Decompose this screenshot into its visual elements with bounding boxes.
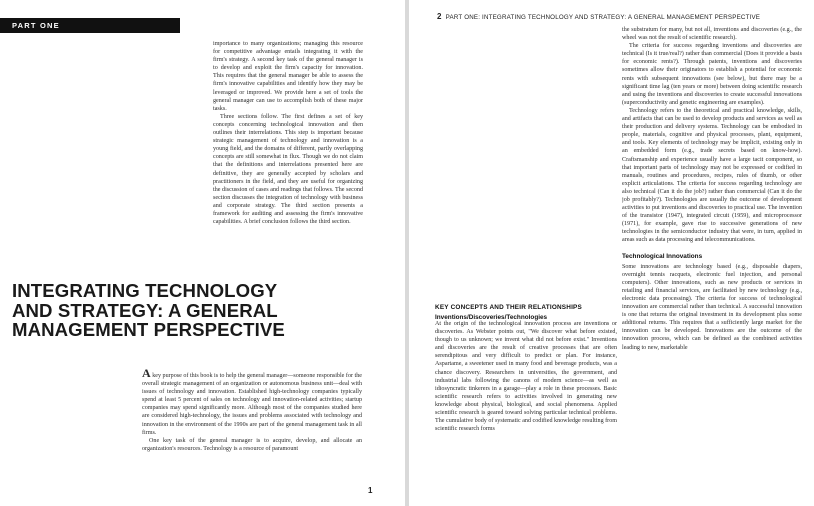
part-label: PART ONE [0,18,180,33]
subheading: Inventions/Discoveries/Technologies [435,314,548,321]
paragraph: At the origin of the technological innovation process are inventions or discoveries. As Webster points out, "We discover what before existed, though to us unknown; we invent what did not before exist." Inventions and discoveries are the result of creative processes that are often serendipitous and very difficult to predict or plan. For instance, Aspartame, a sweetener used in many food and beverage products, was a chance discovery. Researchers in universities, the government, and industrial labs following the canons of modern science—as well as idiosyncratic tinkerers in a garage—play a role in these processes. Basic scientific research refers to activities involved in generating new knowledge about physical, biological, and social phenomena. Applied scientific research is geared toward solving particular technical problems. The cumulative body of systematic and codified knowledge resulting from scientific research forms [435,321,617,433]
right-page [409,0,814,506]
section-heading: KEY CONCEPTS AND THEIR RELATIONSHIPS [435,304,582,311]
right-column-1 [435,320,617,506]
paragraph: Some innovations are technology based (e.g., disposable diapers, overnight tennis racquets, electronic fuel injection, and personal computers). Other innovations, such as new products or services in retailing and financial services, are facilitated by new technology (e.g., electronic data processing). The criteria for success of technological innovation are commercial rather than technical. A successful innovation is one that returns the original investment in its development plus some additional returns. This requires that a sufficiently large market for the innovation can be developed. Innovations are the outcome of the innovation process, which can be defined as the combined activities leading to new, marketable [622,263,802,351]
paragraph: Three sections follow. The first defines a set of key concepts concerning technological innovation and then outlines their interrelations. This step is important because strategic management of technology and innovation is a young field, and the domains of different, partly overlapping concepts are still somewhat in flux. Though we do not claim that the definitions and interrelations presented here are definitive, they are generally accepted by scholars and practitioners in the field, and they are useful for organizing the discussion of cases and readings that follows. The second section discusses the integration of technology with business and corporate strategy. The third section presents a framework for auditing and assessing the firm's innovative capabilities. A brief conclusion follows the third section. [213,113,363,226]
paragraph: importance to many organizations; managing this resource for competitive advantage entails integrating it with the firm's strategy. A second key task of the general manager is to develop and exploit the firm's capacity for innovation. This requires that the general manager be able to assess the firm's innovative capabilities and identify how they may be leveraged or improved. We provide here a set of tools the general manager can use to accomplish both of these major tasks. [213,41,363,112]
paragraph: the substratum for many, but not all, inventions and discoveries (e.g., the wheel was not the result of scientific research). [622,27,802,42]
paragraph [142,369,362,437]
drop-cap: A [142,369,151,380]
running-head [437,12,797,21]
paragraph: The criteria for success regarding inventions and discoveries are technical (Is it true/real?) rather than commercial (Does it provide a basis for economic rents?). Through patents, inventions and discoveries sometimes allow their originators to establish a potential for economic rents with subsequent innovations (see below), but there may be a significant time lag (ten years or more) between doing scientific research and using the inventions and discoveries to create successful innovations (superconductivity and genetic engineering are examples). [622,43,802,106]
spacer [622,245,802,253]
running-head-text: PART ONE: INTEGRATING TECHNOLOGY AND STRATEGY: A GENERAL MANAGEMENT PERSPECTIVE [445,14,761,21]
left-top-column [213,40,363,302]
right-column-2 [622,26,802,506]
chapter-title: INTEGRATING TECHNOLOGY AND STRATEGY: A GENERAL MANAGEMENT PERSPECTIVE [12,280,285,340]
left-page [0,0,405,506]
paragraph: Technology refers to the theoretical and practical knowledge, skills, and artifacts that can be used to develop products and services as well as their production and delivery systems. Technology can be embodied in people, materials, cognitive and physical processes, plant, equipment, and tools. Key elements of technology may be implicit, existing only in an embedded form (e.g., trade secrets based on know-how). Craftsmanship and experience usually have a large tacit component, so that important parts of technology may not be expressed or codified in manuals, routines and procedures, recipes, rules of thumb, or other explicit articulations. The criteria for success regarding technology are also technical (Can it do the job?) rather than commercial (Can it do the job profitably?). Technologies are usually the outcome of development activities to put inventions and discoveries to practical use. The invention of the transistor (1947), integrated circuit (1959), and microprocessor (1971), for example, gave rise to successive generations of new technologies in the semiconductor industry that were, in turn, applied in areas such as data processing and telecommunications. [622,107,802,244]
intro-paragraph: key purpose of this book is to help the general manager—someone responsible for the overall strategic management of an organization or autonomous business unit—deal with issues of technology and innovation. Established high-technology companies typically spend at least 5 percent of sales on technology and innovation-related activities; startup companies may spend significantly more. Although most of the companies studied here are considered high-technology, the issues and problems associated with technology and innovation in the environment of the 1990s are part of the general management task in all firms. [142,373,362,436]
paragraph: One key task of the general manager is to acquire, develop, and allocate an organization's resources. Technology is a resource of paramount [142,437,362,452]
page-number: 1 [368,486,373,495]
intro-text [142,369,362,489]
page-number: 2 [437,12,442,21]
subheading: Technological Innovations [622,252,703,260]
